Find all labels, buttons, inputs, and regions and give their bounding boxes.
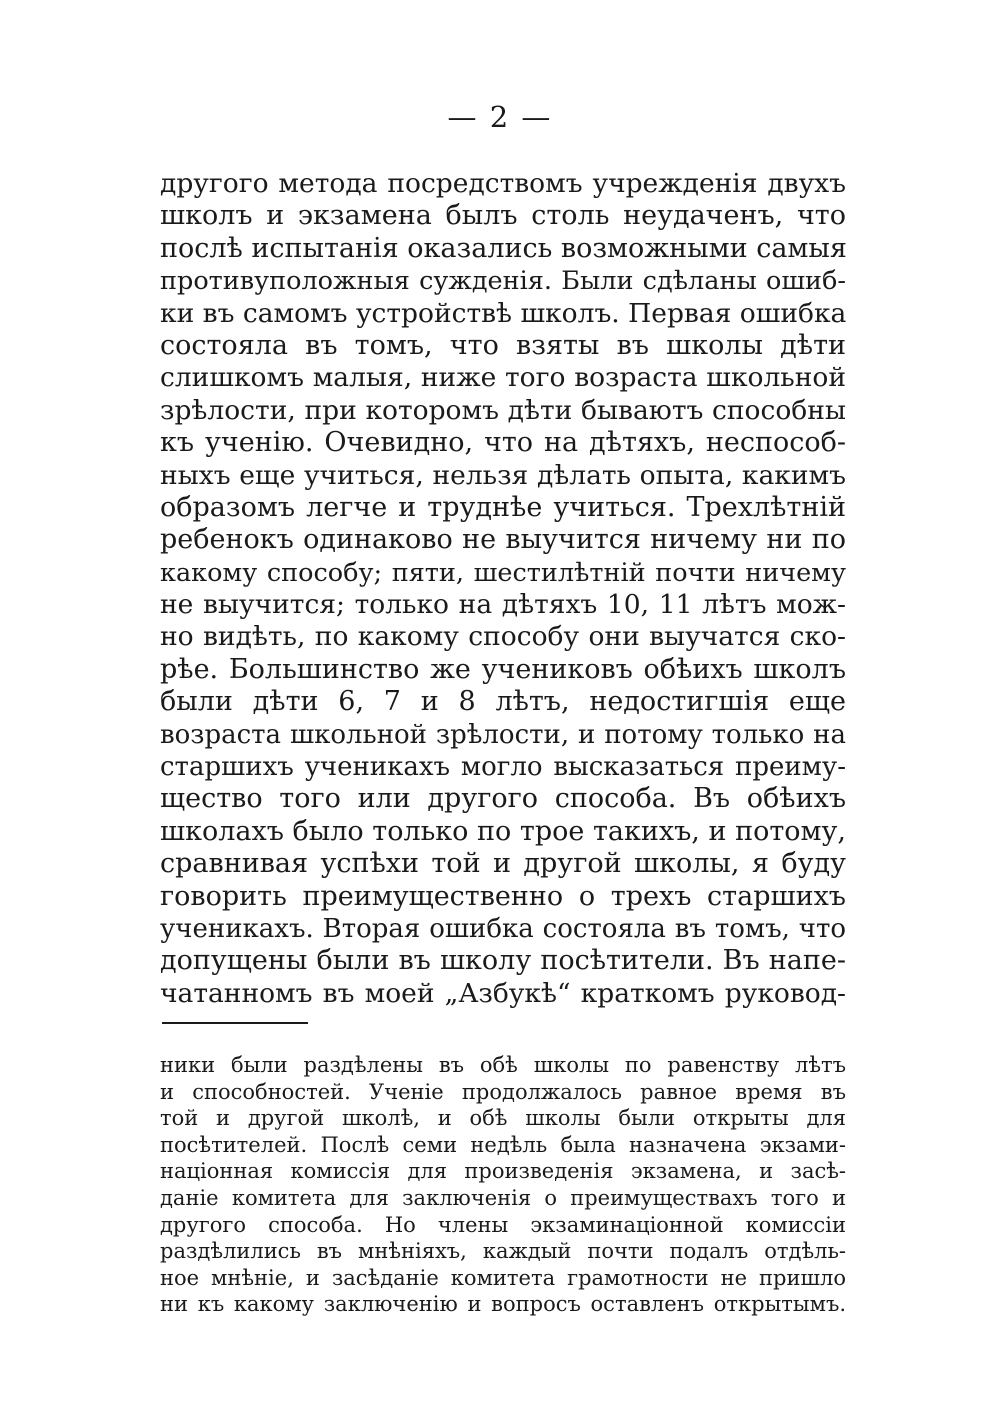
text-line: школъ и экзамена былъ столь неудаченъ, что — [160, 200, 846, 232]
text-line: старшихъ ученикахъ могло высказаться преиму- — [160, 752, 846, 783]
footnote-line: даніе комитета для заключенія о преимуществахъ того и — [160, 1185, 846, 1210]
footnote-divider — [162, 1022, 308, 1024]
text-line: чатанномъ въ моей „Азбукѣ“ краткомъ руковод- — [160, 977, 846, 1009]
text-line: другого метода посредствомъ учрежденія двухъ — [160, 168, 846, 199]
text-line: ребенокъ одинаково не выучится ничему ни по — [160, 524, 846, 556]
main-text — [160, 168, 846, 1010]
footnote-line: ное мнѣніе, и засѣданіе комитета грамотности не пришло — [160, 1265, 846, 1290]
footnote — [160, 1052, 846, 1318]
text-line: къ ученію. Очевидно, что на дѣтяхъ, неспособ- — [160, 427, 846, 459]
text-line: допущены были въ школу посѣтители. Въ напе- — [160, 945, 846, 977]
text-line: не выучится; только на дѣтяхъ 10, 11 лѣтъ мож- — [160, 589, 846, 621]
text-line: ныхъ еще учиться, нельзя дѣлать опыта, какимъ — [160, 459, 846, 491]
text-line: возраста школьной зрѣлости, и потому только на — [160, 719, 846, 750]
footnote-line: посѣтителей. Послѣ семи недѣль была назначена экзами- — [160, 1132, 846, 1157]
footnote-line: и способностей. Ученіе продолжалось равное время въ — [160, 1079, 846, 1104]
text-line: школахъ было только по трое такихъ, и потому, — [160, 815, 846, 847]
text-line: были дѣти 6, 7 и 8 лѣтъ, недостигшія еще — [160, 686, 846, 718]
text-line: какому способу; пяти, шестилѣтній почти ничему — [160, 557, 846, 588]
text-line: но видѣть, по какому способу они выучатся ско- — [160, 621, 846, 653]
text-line: противуположныя сужденія. Были сдѣланы ошиб- — [160, 266, 846, 297]
footnote-line: другого способа. Но члены экзаминаціонной комиссіи — [160, 1212, 846, 1237]
page-number: — 2 — — [447, 100, 553, 134]
footnote-line: націонная комиссія для произведенія экзамена, и засѣ- — [160, 1159, 846, 1184]
text-line: ученикахъ. Вторая ошибка состояла въ томъ, что — [160, 913, 846, 944]
text-line: ки въ самомъ устройствѣ школъ. Первая ошибка — [160, 297, 847, 329]
footnote-line: раздѣлились въ мнѣніяхъ, каждый почти подалъ отдѣль- — [160, 1239, 846, 1264]
text-line: слишкомъ малыя, ниже того возраста школьной — [160, 362, 846, 394]
footnote-line: ни къ какому заключенію и вопросъ оставленъ открытымъ. — [160, 1292, 846, 1317]
footnote-line: ники были раздѣлены въ обѣ школы по равенству лѣтъ — [160, 1053, 846, 1077]
text-line: зрѣлости, при которомъ дѣти бываютъ способны — [160, 394, 846, 426]
text-line: говорить преимущественно о трехъ старшихъ — [160, 880, 846, 912]
text-line: состояла въ томъ, что взяты въ школы дѣти — [160, 329, 846, 361]
footnote-line: той и другой школѣ, и обѣ школы были открыты для — [160, 1106, 846, 1131]
text-line: послѣ испытанія оказались возможными самыя — [160, 232, 847, 264]
text-line: щество того или другого способа. Въ обѣихъ — [160, 783, 846, 815]
text-line: рѣе. Большинство же учениковъ обѣихъ школъ — [160, 653, 846, 685]
text-line: образомъ легче и труднѣе учиться. Трехлѣтній — [160, 491, 846, 523]
text-line: сравнивая успѣхи той и другой школы, я буду — [160, 848, 846, 880]
